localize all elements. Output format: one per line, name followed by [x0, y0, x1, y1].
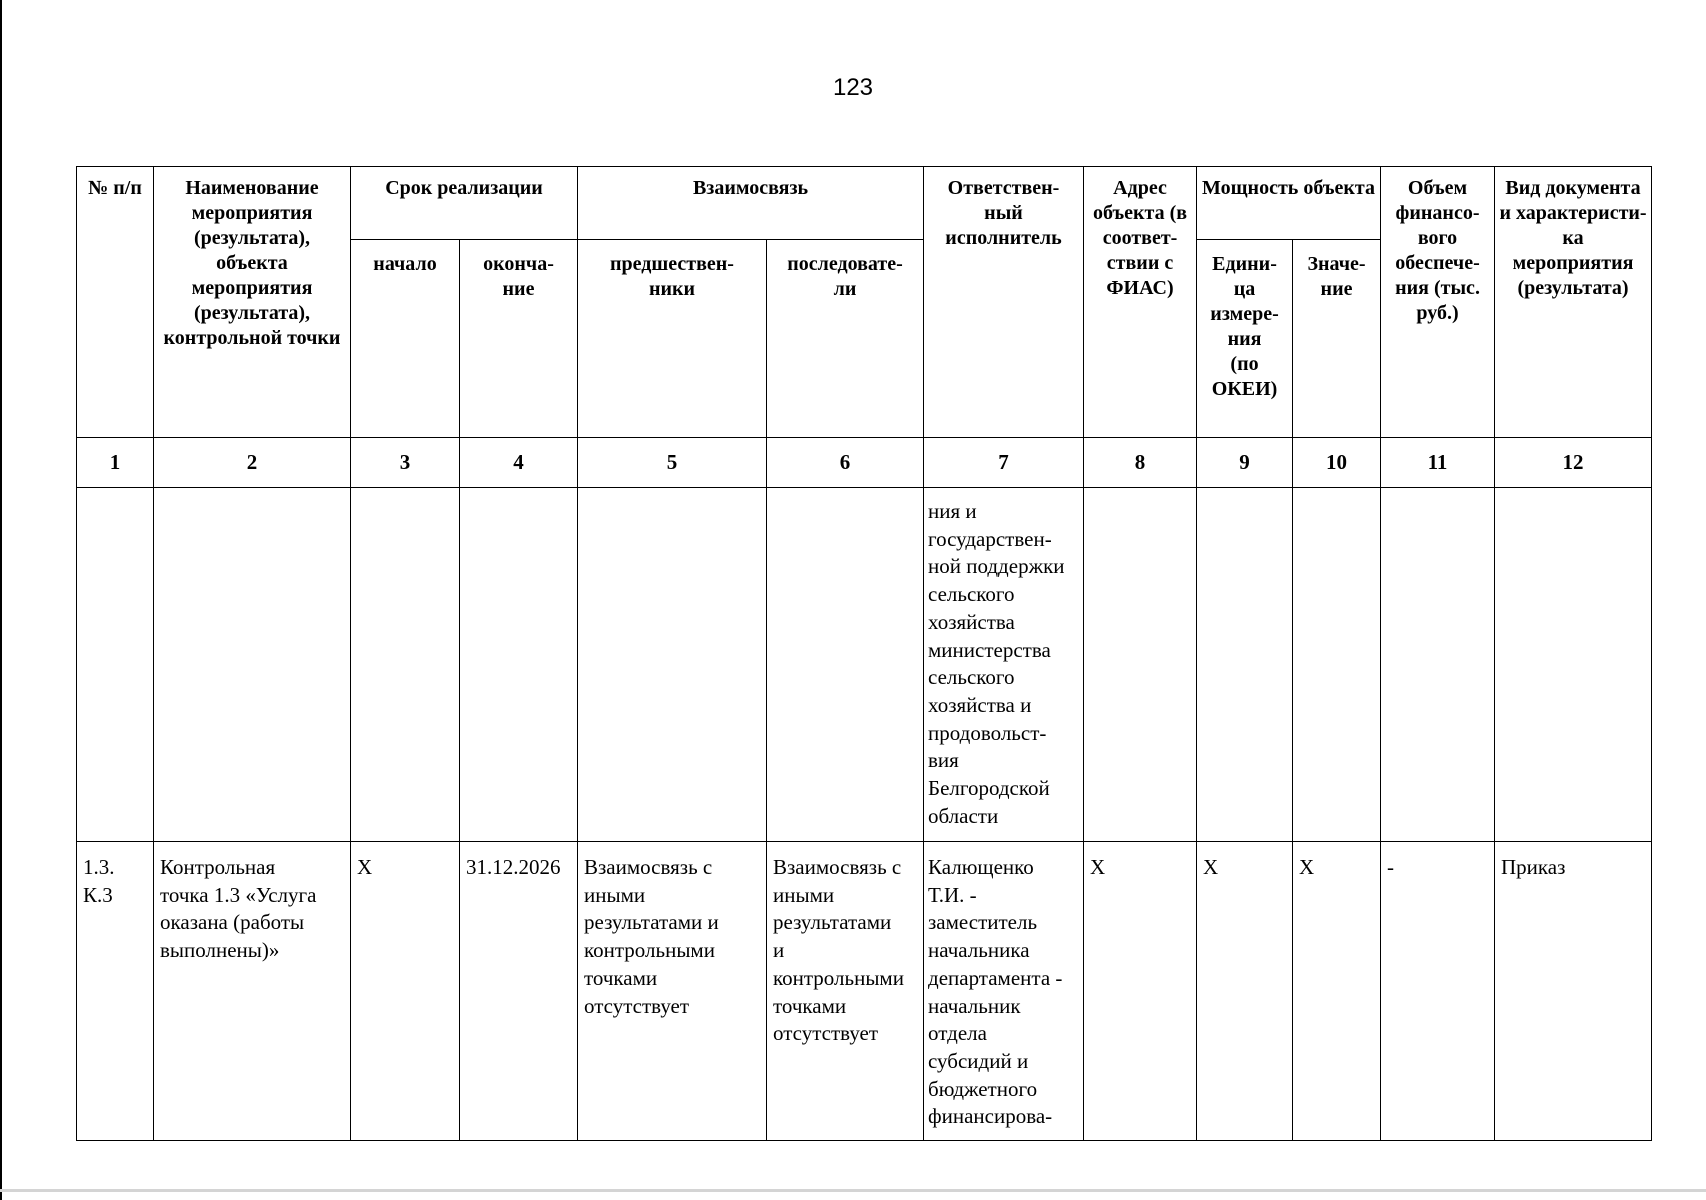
- column-number: 9: [1197, 438, 1293, 488]
- column-number: 6: [767, 438, 924, 488]
- row-end: 31.12.2026: [460, 842, 578, 1141]
- row-start: Х: [351, 842, 460, 1141]
- column-number: 10: [1293, 438, 1381, 488]
- row-responsible: Калющенко Т.И. - заместитель начальника департамента - начальник отдела субсидий и бюджетного финансирова-: [924, 842, 1084, 1141]
- column-number: 3: [351, 438, 460, 488]
- column-number: 12: [1495, 438, 1652, 488]
- cell-empty: [1381, 488, 1495, 842]
- scan-bottom-line: [0, 1189, 1706, 1192]
- cell-empty: [1495, 488, 1652, 842]
- header-capacity: Мощность объекта: [1197, 167, 1381, 240]
- column-number: 5: [578, 438, 767, 488]
- row-successors: Взаимосвязь с иными результатами и контрольными точками отсутствует: [767, 842, 924, 1141]
- header-document-type: Вид документа и характеристи- ка мероприятия (результата): [1495, 167, 1652, 438]
- row-unit: Х: [1197, 842, 1293, 1141]
- header-start: начало: [351, 240, 460, 438]
- header-unit: Едини- ца измере- ния (по ОКЕИ): [1197, 240, 1293, 438]
- activity-table: [76, 166, 1652, 1141]
- page-number: 123: [832, 74, 874, 101]
- cell-empty: [154, 488, 351, 842]
- cell-empty: [1197, 488, 1293, 842]
- header-funding: Объем финансо- вого обеспече- ния (тыс. руб.): [1381, 167, 1495, 438]
- header-successors: последовате- ли: [767, 240, 924, 438]
- column-number: 8: [1084, 438, 1197, 488]
- header-name: Наименование мероприятия (результата), объекта мероприятия (результата), контрольной точки: [154, 167, 351, 438]
- header-period: Срок реализации: [351, 167, 578, 240]
- row-address: Х: [1084, 842, 1197, 1141]
- cell-empty: [578, 488, 767, 842]
- header-relationship: Взаимосвязь: [578, 167, 924, 240]
- cell-empty: [77, 488, 154, 842]
- row-value: Х: [1293, 842, 1381, 1141]
- column-number: 7: [924, 438, 1084, 488]
- row-predecessors: Взаимосвязь с иными результатами и контрольными точками отсутствует: [578, 842, 767, 1141]
- cell-empty: [460, 488, 578, 842]
- scan-edge: [0, 0, 2, 1200]
- row-name: Контрольная точка 1.3 «Услуга оказана (работы выполнены)»: [154, 842, 351, 1141]
- table-row-k3: [77, 842, 1652, 1141]
- header-responsible: Ответствен- ный исполнитель: [924, 167, 1084, 438]
- responsible-continuation: ния и государствен- ной поддержки сельского хозяйства министерства сельского хозяйства и продовольст- вия Белгородской области: [924, 488, 1084, 842]
- header-number: № п/п: [77, 167, 154, 438]
- header-value: Значе- ние: [1293, 240, 1381, 438]
- row-number: 1.3. К.3: [77, 842, 154, 1141]
- table-row-continuation: [77, 488, 1652, 842]
- header-end: оконча- ние: [460, 240, 578, 438]
- header-address: Адрес объекта (в соответ- ствии с ФИАС): [1084, 167, 1197, 438]
- header-predecessors: предшествен- ники: [578, 240, 767, 438]
- column-number: 4: [460, 438, 578, 488]
- cell-empty: [351, 488, 460, 842]
- column-number: 11: [1381, 438, 1495, 488]
- column-number: 1: [77, 438, 154, 488]
- row-document-type: Приказ: [1495, 842, 1652, 1141]
- column-number: 2: [154, 438, 351, 488]
- cell-empty: [1084, 488, 1197, 842]
- row-funding: -: [1381, 842, 1495, 1141]
- cell-empty: [1293, 488, 1381, 842]
- cell-empty: [767, 488, 924, 842]
